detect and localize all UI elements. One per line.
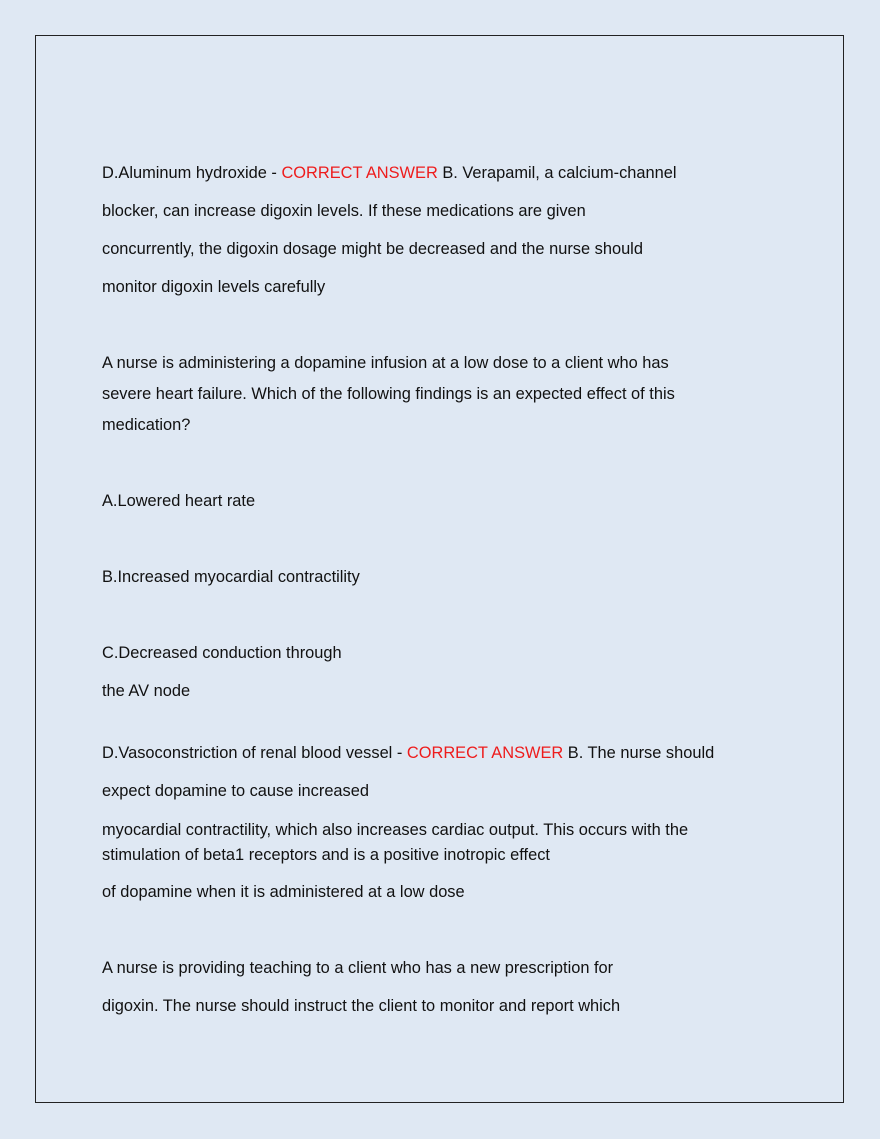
answer-option-text: D.Aluminum hydroxide -	[102, 164, 282, 182]
answer-line	[102, 163, 677, 183]
question-line: digoxin. The nurse should instruct the client to monitor and report which	[102, 997, 621, 1015]
rationale-line: myocardial contractility, which also increases cardiac output. This occurs with the	[102, 821, 689, 839]
question-line: severe heart failure. Which of the following findings is an expected effect of this	[102, 385, 675, 403]
rationale-text: B. The nurse should	[563, 744, 715, 762]
question-line: medication?	[102, 416, 191, 434]
rationale-text: B. Verapamil, a calcium-channel	[437, 164, 677, 182]
question-line: A nurse is providing teaching to a client who has a new prescription for	[102, 959, 614, 977]
answer-option-c-continued: the AV node	[102, 682, 191, 700]
rationale-line: expect dopamine to cause increased	[102, 782, 369, 800]
answer-option-a: A.Lowered heart rate	[102, 492, 256, 510]
answer-option-text: D.Vasoconstriction of renal blood vessel -	[102, 744, 407, 762]
correct-answer-label: CORRECT ANSWER	[406, 744, 564, 762]
correct-answer-label: CORRECT ANSWER	[281, 164, 438, 182]
answer-option-b: B.Increased myocardial contractility	[102, 568, 360, 586]
answer-option-c: C.Decreased conduction through	[102, 644, 342, 662]
answer-line	[102, 743, 714, 763]
rationale-line: concurrently, the digoxin dosage might be decreased and the nurse should	[102, 240, 643, 258]
rationale-line: blocker, can increase digoxin levels. If these medications are given	[102, 202, 586, 220]
rationale-line: of dopamine when it is administered at a low dose	[102, 883, 465, 901]
rationale-line: monitor digoxin levels carefully	[102, 278, 326, 296]
question-line: A nurse is administering a dopamine infusion at a low dose to a client who has	[102, 354, 669, 372]
rationale-line: stimulation of beta1 receptors and is a positive inotropic effect	[102, 846, 550, 864]
